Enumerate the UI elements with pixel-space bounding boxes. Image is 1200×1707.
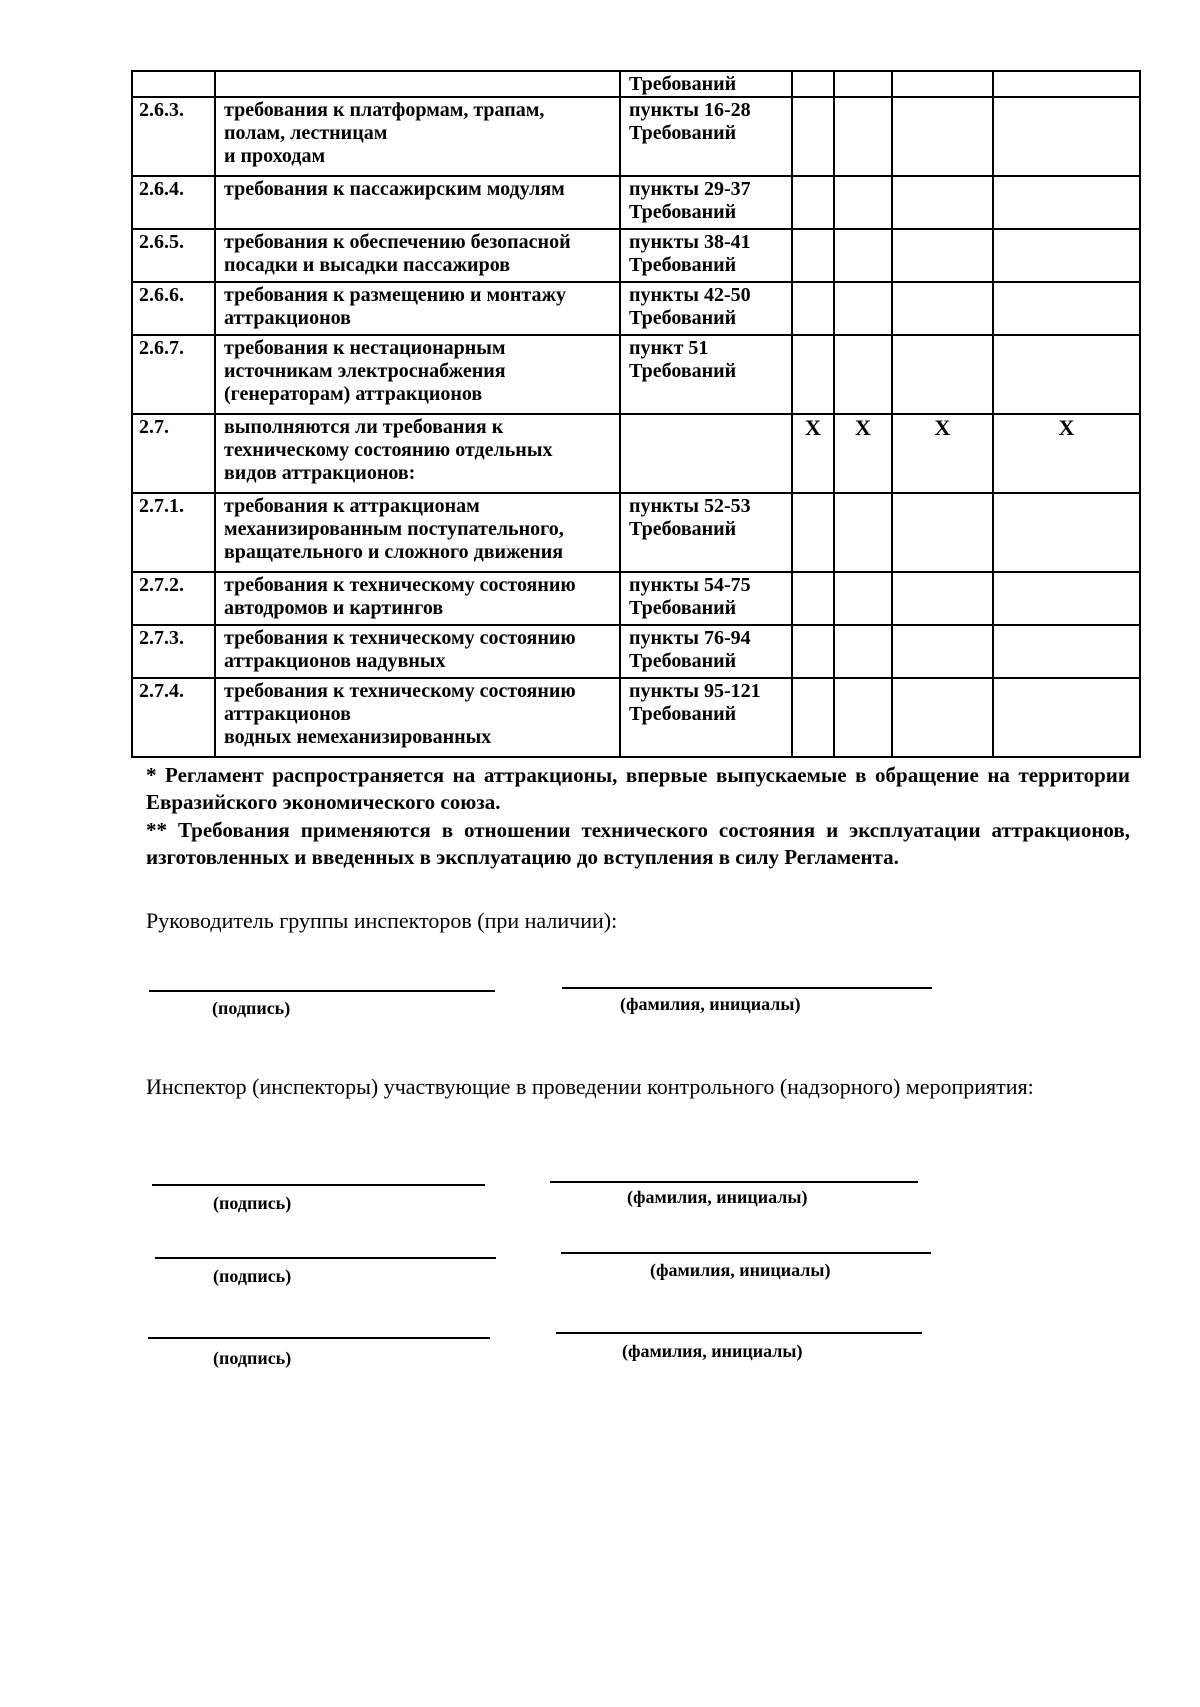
answer-cell-3 — [892, 493, 993, 572]
requirement-text: требования к аттракционам механизированным поступательного, вращательного и сложного движения — [215, 493, 620, 572]
requirement-text: требования к платформам, трапам, полам, лестницам и проходам — [215, 97, 620, 176]
item-number: 2.7.3. — [132, 625, 215, 678]
answer-cell-1 — [792, 97, 834, 176]
item-number — [132, 71, 215, 97]
requirement-text: требования к обеспечению безопасной посадки и высадки пассажиров — [215, 229, 620, 282]
requirement-reference: пункты 38-41 Требований — [620, 229, 792, 282]
inspector-1-name-line — [550, 1181, 918, 1183]
answer-cell-1 — [792, 572, 834, 625]
table-row — [132, 414, 1140, 493]
table-row — [132, 572, 1140, 625]
answer-cell-3 — [892, 282, 993, 335]
inspector-1-signature-line — [152, 1184, 485, 1186]
table-row — [132, 176, 1140, 229]
answer-cell-1 — [792, 335, 834, 414]
item-number: 2.6.5. — [132, 229, 215, 282]
requirement-reference: пункты 52-53 Требований — [620, 493, 792, 572]
answer-cell-2 — [834, 572, 892, 625]
requirement-reference: пункты 16-28 Требований — [620, 97, 792, 176]
answer-cell-4 — [993, 282, 1140, 335]
requirement-reference: пункты 29-37 Требований — [620, 176, 792, 229]
answer-cell-1 — [792, 71, 834, 97]
inspector-1-name-caption: (фамилия, инициалы) — [627, 1187, 808, 1207]
answer-cell-2 — [834, 625, 892, 678]
requirement-reference: пункты 76-94 Требований — [620, 625, 792, 678]
table-row — [132, 625, 1140, 678]
answer-cell-2: X — [834, 414, 892, 493]
answer-cell-1 — [792, 176, 834, 229]
answer-cell-2 — [834, 282, 892, 335]
item-number: 2.7.4. — [132, 678, 215, 757]
answer-cell-4 — [993, 625, 1140, 678]
answer-cell-1 — [792, 493, 834, 572]
answer-cell-4 — [993, 493, 1140, 572]
requirement-reference — [620, 414, 792, 493]
requirement-text: требования к пассажирским модулям — [215, 176, 620, 229]
answer-cell-3 — [892, 678, 993, 757]
inspector-3-name-line — [556, 1332, 922, 1334]
requirement-reference: пункт 51 Требований — [620, 335, 792, 414]
answer-cell-2 — [834, 229, 892, 282]
requirement-text: требования к нестационарным источникам электроснабжения (генераторам) аттракционов — [215, 335, 620, 414]
answer-cell-2 — [834, 678, 892, 757]
answer-cell-1 — [792, 678, 834, 757]
answer-cell-1: X — [792, 414, 834, 493]
item-number: 2.6.6. — [132, 282, 215, 335]
answer-cell-3 — [892, 229, 993, 282]
requirement-text: требования к техническому состоянию аттракционов водных немеханизированных — [215, 678, 620, 757]
answer-cell-4 — [993, 229, 1140, 282]
inspector-3-signature-line — [148, 1337, 490, 1339]
answer-cell-3 — [892, 572, 993, 625]
table-row — [132, 71, 1140, 97]
leader-name-caption: (фамилия, инициалы) — [620, 994, 801, 1014]
answer-cell-2 — [834, 176, 892, 229]
inspector-1-signature-caption: (подпись) — [213, 1193, 292, 1213]
inspector-2-signature-line — [155, 1257, 496, 1259]
answer-cell-3: X — [892, 414, 993, 493]
requirement-reference: пункты 54-75 Требований — [620, 572, 792, 625]
answer-cell-3 — [892, 71, 993, 97]
answer-cell-4 — [993, 572, 1140, 625]
inspector-3-signature-caption: (подпись) — [213, 1348, 292, 1368]
footnote-requirements-applicability: ** Требования применяются в отношении технического состояния и эксплуатации аттракционов, изготовленных и введенных в эксплуатацию до вступления в силу Регламента. — [146, 818, 1130, 869]
leader-signature-caption: (подпись) — [212, 998, 291, 1018]
table-row — [132, 335, 1140, 414]
requirement-reference: Требований — [620, 71, 792, 97]
inspector-2-signature-caption: (подпись) — [213, 1266, 292, 1286]
answer-cell-4 — [993, 97, 1140, 176]
table-row — [132, 493, 1140, 572]
requirement-reference: пункты 95-121 Требований — [620, 678, 792, 757]
item-number: 2.7. — [132, 414, 215, 493]
answer-cell-4 — [993, 176, 1140, 229]
footnote-regulation-scope: * Регламент распространяется на аттракционы, впервые выпускаемые в обращение на территории Евразийского экономического союза. — [146, 763, 1130, 814]
answer-cell-2 — [834, 97, 892, 176]
requirement-text: требования к техническому состоянию аттракционов надувных — [215, 625, 620, 678]
item-number: 2.7.1. — [132, 493, 215, 572]
answer-cell-1 — [792, 229, 834, 282]
answer-cell-1 — [792, 625, 834, 678]
item-number: 2.6.3. — [132, 97, 215, 176]
inspector-2-name-caption: (фамилия, инициалы) — [650, 1260, 831, 1280]
table-row — [132, 678, 1140, 757]
leader-heading: Руководитель группы инспекторов (при наличии): — [146, 908, 618, 933]
answer-cell-3 — [892, 176, 993, 229]
requirement-text — [215, 71, 620, 97]
item-number: 2.6.7. — [132, 335, 215, 414]
answer-cell-2 — [834, 493, 892, 572]
answer-cell-3 — [892, 335, 993, 414]
item-number: 2.6.4. — [132, 176, 215, 229]
answer-cell-1 — [792, 282, 834, 335]
requirement-text: требования к техническому состоянию автодромов и картингов — [215, 572, 620, 625]
table-row — [132, 97, 1140, 176]
inspector-2-name-line — [561, 1252, 931, 1254]
answer-cell-4 — [993, 678, 1140, 757]
requirement-text: требования к размещению и монтажу аттракционов — [215, 282, 620, 335]
table-row — [132, 282, 1140, 335]
inspector-3-name-caption: (фамилия, инициалы) — [622, 1341, 803, 1361]
item-number: 2.7.2. — [132, 572, 215, 625]
answer-cell-2 — [834, 335, 892, 414]
leader-name-line — [562, 987, 932, 989]
answer-cell-4 — [993, 335, 1140, 414]
leader-signature-line — [149, 990, 495, 992]
answer-cell-4: X — [993, 414, 1140, 493]
answer-cell-3 — [892, 625, 993, 678]
answer-cell-4 — [993, 71, 1140, 97]
requirement-reference: пункты 42-50 Требований — [620, 282, 792, 335]
requirements-checklist-table — [131, 70, 1141, 758]
answer-cell-2 — [834, 71, 892, 97]
table-row — [132, 229, 1140, 282]
inspectors-heading: Инспектор (инспекторы) участвующие в проведении контрольного (надзорного) мероприятия: — [146, 1074, 1034, 1099]
requirement-text: выполняются ли требования к техническому состоянию отдельных видов аттракционов: — [215, 414, 620, 493]
answer-cell-3 — [892, 97, 993, 176]
